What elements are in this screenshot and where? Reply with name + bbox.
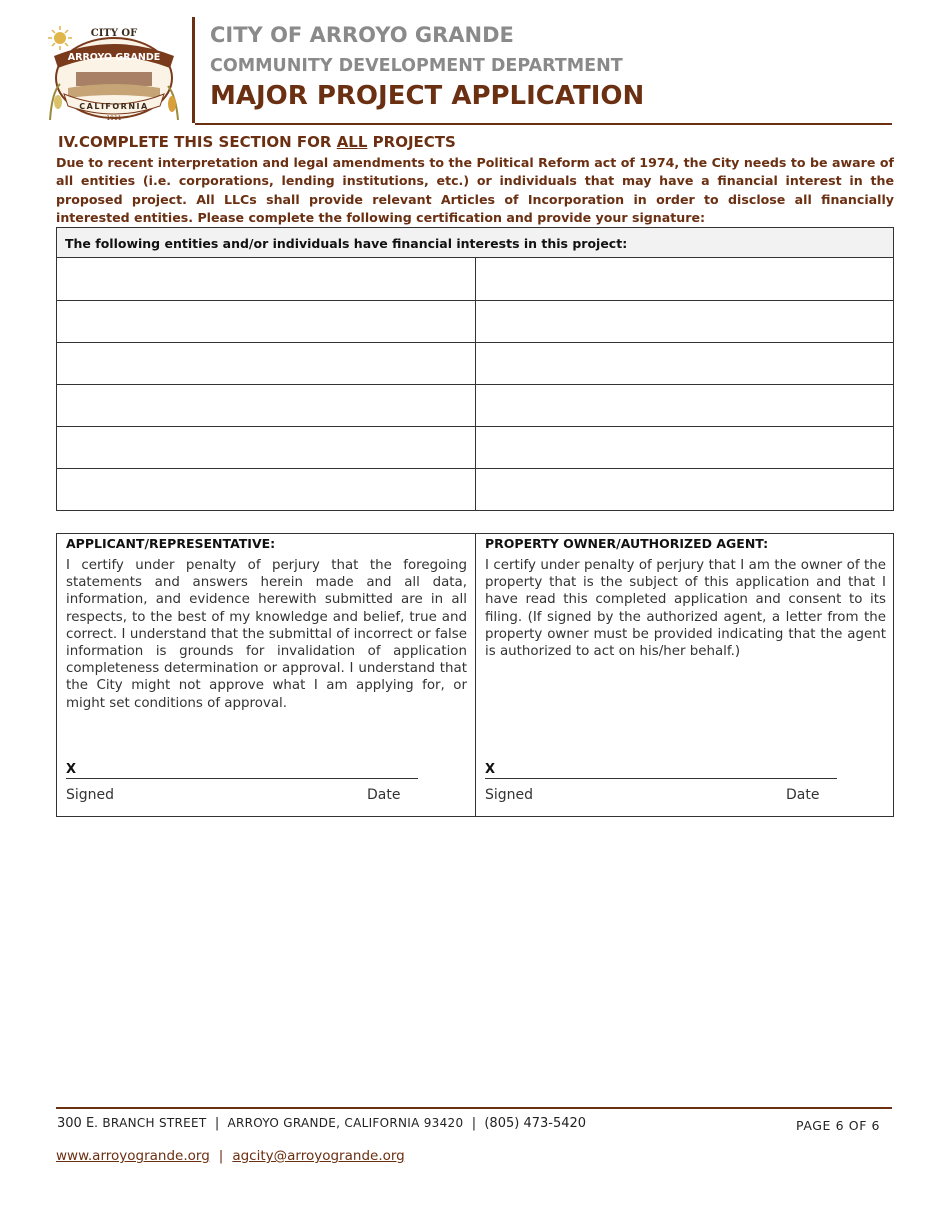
- applicant-section: [57, 534, 476, 816]
- owner-certification-text: I certify under penalty of perjury that I am the owner of the property that is the subject of this application and that I have read this completed application and consent to its filing. (If signed by the authorized agent, a letter from the property owner must be provided indicating that the agent is authorized to act on his/her behalf.): [485, 558, 886, 660]
- footer-rule: [56, 1107, 892, 1109]
- financial-entity-field[interactable]: [57, 259, 474, 300]
- applicant-heading: APPLICANT/REPRESENTATIVE:: [66, 536, 276, 551]
- address-number: 300 E: [57, 1116, 95, 1131]
- header-vertical-divider: [192, 17, 195, 123]
- applicant-date-label: Date: [367, 787, 401, 803]
- owner-date-label: Date: [786, 787, 820, 803]
- financial-entity-field[interactable]: [57, 301, 474, 342]
- address-city: ARROYO GRANDE, CALIFORNIA 93420: [227, 1116, 464, 1130]
- address-separator: |: [210, 1116, 224, 1131]
- city-name-heading: CITY OF ARROYO GRANDE: [210, 23, 514, 47]
- section-title-suffix: PROJECTS: [367, 133, 456, 151]
- city-seal-icon: [46, 22, 182, 122]
- owner-heading: PROPERTY OWNER/AUTHORIZED AGENT:: [485, 536, 769, 551]
- svg-text:1911: 1911: [106, 115, 122, 122]
- section-title: [58, 133, 456, 151]
- financial-entity-field[interactable]: [57, 469, 474, 510]
- applicant-signed-label: Signed: [66, 787, 115, 803]
- owner-section: [476, 534, 895, 816]
- financial-entity-field[interactable]: [476, 259, 893, 300]
- financial-entity-field[interactable]: [476, 301, 893, 342]
- section-title-emphasis: ALL: [336, 133, 368, 151]
- section-title-prefix: IV.COMPLETE THIS SECTION FOR: [58, 133, 337, 151]
- header-rule: [195, 123, 892, 125]
- financial-entity-field[interactable]: [476, 427, 893, 468]
- applicant-certification-text: I certify under penalty of perjury that the foregoing statements and answers herein made and all data, information, and evidence herewith submitted are in all respects, to the best of my knowledge and belief, true and correct. I understand that the submittal of incorrect or false information is grounds for invalidation of application completeness determination or approval. I understand that the City might not approve what I am applying for, or might set conditions of approval.: [66, 558, 467, 711]
- financial-entity-field[interactable]: [57, 343, 474, 384]
- city-logo: [46, 22, 182, 122]
- footer-links: [56, 1148, 405, 1164]
- applicant-signature-line[interactable]: [66, 778, 418, 779]
- address-separator: |: [467, 1116, 481, 1131]
- certification-table: [56, 533, 894, 817]
- applicant-signature-mark: X: [66, 762, 77, 777]
- svg-text:CALIFORNIA: CALIFORNIA: [79, 102, 149, 111]
- email-link[interactable]: agcity@arroyogrande.org: [232, 1148, 405, 1164]
- financial-entity-field[interactable]: [476, 385, 893, 426]
- link-separator: |: [218, 1148, 224, 1164]
- page-title: MAJOR PROJECT APPLICATION: [210, 81, 645, 111]
- svg-text:ARROYO GRANDE: ARROYO GRANDE: [67, 52, 161, 63]
- website-link[interactable]: www.arroyogrande.org: [56, 1148, 210, 1164]
- owner-signed-label: Signed: [485, 787, 534, 803]
- financial-entity-field[interactable]: [57, 427, 474, 468]
- owner-signature-line[interactable]: [485, 778, 837, 779]
- financial-entity-field[interactable]: [476, 469, 893, 510]
- financial-interests-header: [57, 228, 893, 258]
- owner-signature-mark: X: [485, 762, 496, 777]
- financial-interests-table: [56, 227, 894, 511]
- page-number: PAGE 6 OF 6: [796, 1118, 881, 1133]
- financial-entity-field[interactable]: [476, 343, 893, 384]
- financial-interests-header-label: The following entities and/or individuals have financial interests in this project:: [65, 236, 628, 251]
- financial-entity-field[interactable]: [57, 385, 474, 426]
- department-heading: COMMUNITY DEVELOPMENT DEPARTMENT: [210, 56, 623, 76]
- phone-number: (805) 473-5420: [484, 1116, 587, 1131]
- address-street: . BRANCH STREET: [94, 1116, 207, 1130]
- svg-text:CITY OF: CITY OF: [90, 28, 138, 39]
- section-intro: Due to recent interpretation and legal amendments to the Political Reform act of 1974, the City needs to be aware of all entities (i.e. corporations, lending institutions, etc.) or individuals that may have a financial interest in the proposed project. All LLCs shall provide relevant Articles of Incorporation in order to disclose all financially interested entities. Please complete the following certification and provide your signature:: [56, 155, 894, 225]
- footer-address: [57, 1116, 586, 1131]
